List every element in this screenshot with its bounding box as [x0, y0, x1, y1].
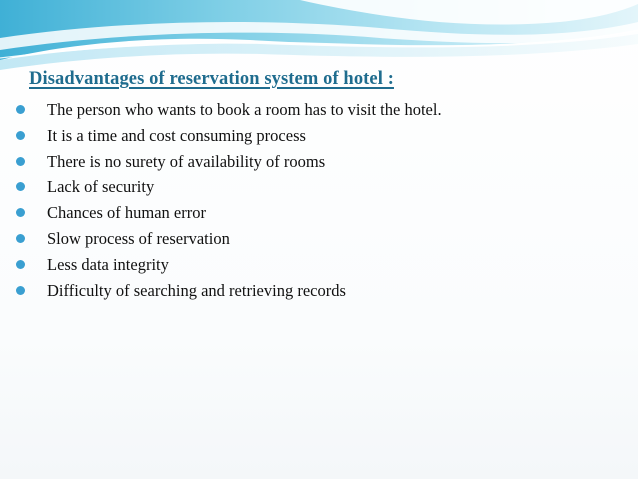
list-item-text: Chances of human error — [47, 203, 206, 223]
bullet-dot-icon — [16, 131, 25, 140]
list-item-text: It is a time and cost consuming process — [47, 125, 306, 145]
bullet-dot-icon — [16, 105, 25, 114]
list-item — [14, 123, 442, 149]
bullet-dot-icon — [16, 286, 25, 295]
list-item-text: Less data integrity — [47, 254, 169, 274]
bullet-dot-icon — [16, 182, 25, 191]
bullet-dot-icon — [16, 208, 25, 217]
bullet-dot-icon — [16, 157, 25, 166]
list-item — [14, 149, 442, 175]
bullet-dot-icon — [16, 260, 25, 269]
list-item-text: Difficulty of searching and retrieving records — [47, 280, 346, 300]
list-item — [14, 200, 442, 226]
list-item-text: Slow process of reservation — [47, 228, 230, 248]
list-item — [14, 278, 442, 304]
bullet-dot-icon — [16, 234, 25, 243]
list-item — [14, 97, 442, 123]
slide-heading: Disadvantages of reservation system of hotel : — [29, 69, 394, 89]
bullet-list — [14, 97, 442, 303]
list-item-text: Lack of security — [47, 177, 155, 197]
list-item-text: There is no surety of availability of rooms — [47, 151, 326, 171]
list-item — [14, 252, 442, 278]
list-item — [14, 226, 442, 252]
list-item-text: The person who wants to book a room has to visit the hotel. — [47, 100, 442, 119]
list-item — [14, 174, 442, 200]
